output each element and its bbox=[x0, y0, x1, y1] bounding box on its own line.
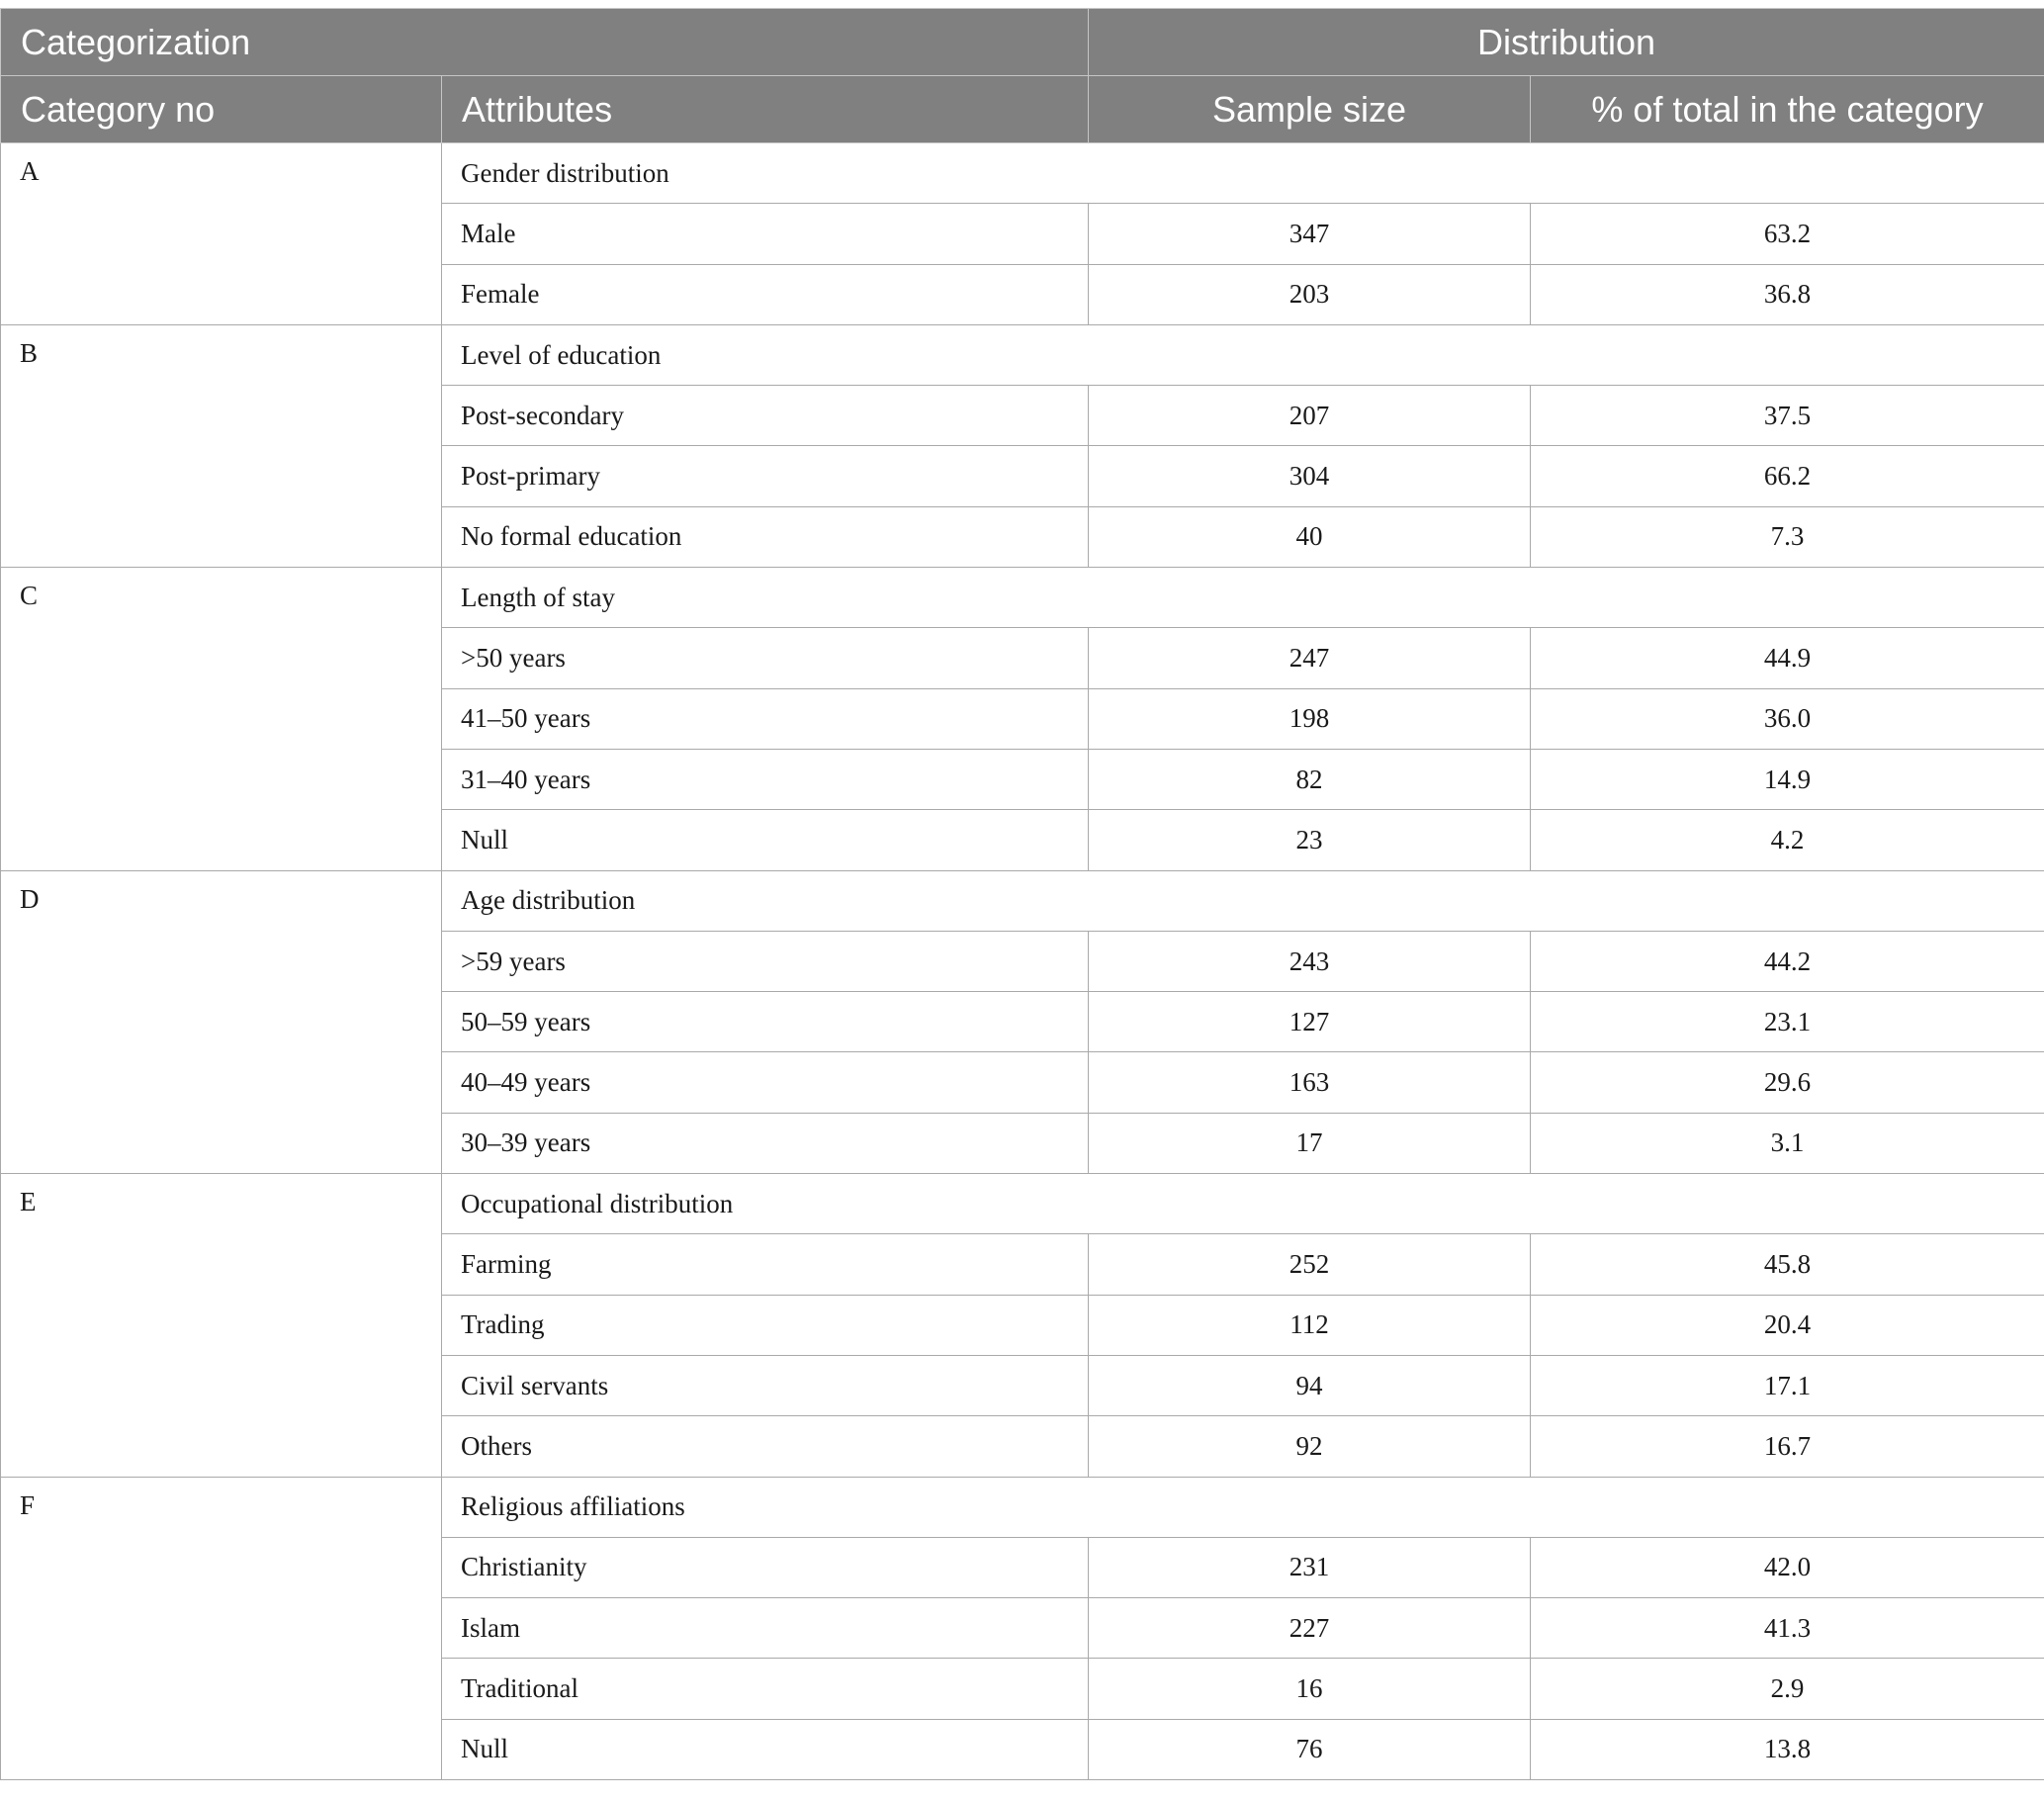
group-title-row bbox=[1, 568, 2044, 628]
group-title: Religious affiliations bbox=[442, 1477, 2044, 1537]
sample-size-cell: 94 bbox=[1089, 1355, 1531, 1415]
group-title: Occupational distribution bbox=[442, 1174, 2044, 1234]
percent-cell: 4.2 bbox=[1531, 810, 2044, 870]
attribute-label: Post-secondary bbox=[442, 386, 1089, 446]
attribute-label: Others bbox=[442, 1416, 1089, 1477]
sample-size-cell: 112 bbox=[1089, 1295, 1531, 1355]
percent-cell: 23.1 bbox=[1531, 992, 2044, 1052]
group-title: Gender distribution bbox=[442, 143, 2044, 204]
percent-cell: 37.5 bbox=[1531, 386, 2044, 446]
attribute-label: 31–40 years bbox=[442, 749, 1089, 809]
group-title-row bbox=[1, 870, 2044, 931]
group-title-row bbox=[1, 324, 2044, 385]
sample-size-cell: 247 bbox=[1089, 628, 1531, 688]
header-percent-total: % of total in the category bbox=[1531, 76, 2044, 143]
percent-cell: 66.2 bbox=[1531, 446, 2044, 506]
attribute-label: 30–39 years bbox=[442, 1113, 1089, 1173]
percent-cell: 7.3 bbox=[1531, 506, 2044, 567]
group-title: Length of stay bbox=[442, 568, 2044, 628]
percent-cell: 17.1 bbox=[1531, 1355, 2044, 1415]
attribute-label: 40–49 years bbox=[442, 1052, 1089, 1113]
percent-cell: 14.9 bbox=[1531, 749, 2044, 809]
sample-size-cell: 207 bbox=[1089, 386, 1531, 446]
sample-size-cell: 127 bbox=[1089, 992, 1531, 1052]
table-body bbox=[1, 143, 2044, 1780]
group-title-row bbox=[1, 1477, 2044, 1537]
percent-cell: 36.8 bbox=[1531, 264, 2044, 324]
percent-cell: 42.0 bbox=[1531, 1537, 2044, 1597]
header-category-no: Category no bbox=[1, 76, 442, 143]
sample-size-cell: 40 bbox=[1089, 506, 1531, 567]
percent-cell: 13.8 bbox=[1531, 1719, 2044, 1779]
sample-size-cell: 16 bbox=[1089, 1659, 1531, 1719]
sample-size-cell: 82 bbox=[1089, 749, 1531, 809]
category-id: B bbox=[1, 324, 442, 567]
attribute-label: Islam bbox=[442, 1598, 1089, 1659]
group-title-row bbox=[1, 1174, 2044, 1234]
header-attributes: Attributes bbox=[442, 76, 1089, 143]
sample-size-cell: 252 bbox=[1089, 1234, 1531, 1295]
percent-cell: 44.9 bbox=[1531, 628, 2044, 688]
attribute-label: 41–50 years bbox=[442, 688, 1089, 749]
attribute-label: >50 years bbox=[442, 628, 1089, 688]
category-id: F bbox=[1, 1477, 442, 1779]
header-row-bottom bbox=[1, 76, 2044, 143]
category-id: A bbox=[1, 143, 442, 325]
percent-cell: 16.7 bbox=[1531, 1416, 2044, 1477]
sample-size-cell: 304 bbox=[1089, 446, 1531, 506]
sample-size-cell: 347 bbox=[1089, 204, 1531, 264]
sample-size-cell: 227 bbox=[1089, 1598, 1531, 1659]
distribution-table bbox=[0, 8, 2044, 1780]
sample-size-cell: 243 bbox=[1089, 931, 1531, 991]
sample-size-cell: 203 bbox=[1089, 264, 1531, 324]
group-title-row bbox=[1, 143, 2044, 204]
group-title: Age distribution bbox=[442, 870, 2044, 931]
percent-cell: 3.1 bbox=[1531, 1113, 2044, 1173]
attribute-label: >59 years bbox=[442, 931, 1089, 991]
category-id: E bbox=[1, 1174, 442, 1477]
header-distribution: Distribution bbox=[1089, 9, 2044, 76]
percent-cell: 20.4 bbox=[1531, 1295, 2044, 1355]
percent-cell: 2.9 bbox=[1531, 1659, 2044, 1719]
group-title: Level of education bbox=[442, 324, 2044, 385]
attribute-label: Farming bbox=[442, 1234, 1089, 1295]
attribute-label: Christianity bbox=[442, 1537, 1089, 1597]
percent-cell: 44.2 bbox=[1531, 931, 2044, 991]
attribute-label: Null bbox=[442, 1719, 1089, 1779]
attribute-label: No formal education bbox=[442, 506, 1089, 567]
category-id: D bbox=[1, 870, 442, 1173]
header-row-top bbox=[1, 9, 2044, 76]
header-sample-size: Sample size bbox=[1089, 76, 1531, 143]
attribute-label: Traditional bbox=[442, 1659, 1089, 1719]
table-container bbox=[0, 8, 2044, 1780]
attribute-label: Male bbox=[442, 204, 1089, 264]
header-categorization: Categorization bbox=[1, 9, 1089, 76]
category-id: C bbox=[1, 568, 442, 870]
attribute-label: Trading bbox=[442, 1295, 1089, 1355]
attribute-label: Null bbox=[442, 810, 1089, 870]
attribute-label: 50–59 years bbox=[442, 992, 1089, 1052]
percent-cell: 36.0 bbox=[1531, 688, 2044, 749]
attribute-label: Post-primary bbox=[442, 446, 1089, 506]
attribute-label: Civil servants bbox=[442, 1355, 1089, 1415]
sample-size-cell: 23 bbox=[1089, 810, 1531, 870]
percent-cell: 45.8 bbox=[1531, 1234, 2044, 1295]
sample-size-cell: 17 bbox=[1089, 1113, 1531, 1173]
attribute-label: Female bbox=[442, 264, 1089, 324]
table-header bbox=[1, 9, 2044, 143]
sample-size-cell: 76 bbox=[1089, 1719, 1531, 1779]
sample-size-cell: 163 bbox=[1089, 1052, 1531, 1113]
sample-size-cell: 92 bbox=[1089, 1416, 1531, 1477]
sample-size-cell: 231 bbox=[1089, 1537, 1531, 1597]
sample-size-cell: 198 bbox=[1089, 688, 1531, 749]
percent-cell: 41.3 bbox=[1531, 1598, 2044, 1659]
percent-cell: 63.2 bbox=[1531, 204, 2044, 264]
percent-cell: 29.6 bbox=[1531, 1052, 2044, 1113]
